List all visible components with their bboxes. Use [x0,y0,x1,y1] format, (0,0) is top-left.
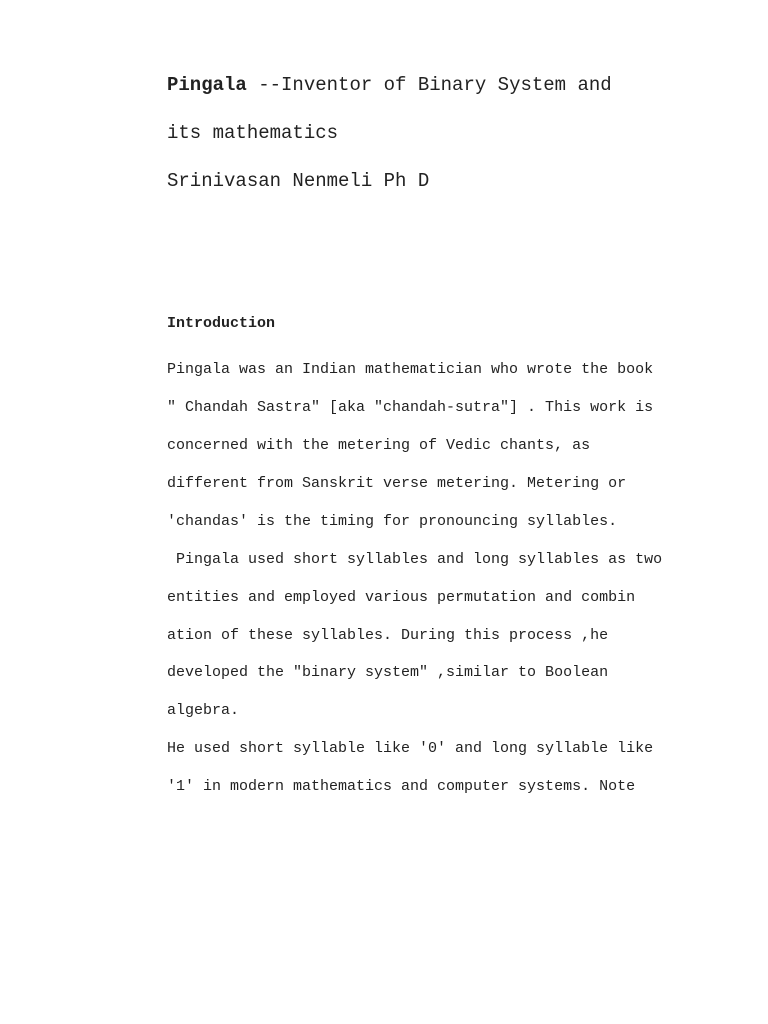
body-line: entities and employed various permutation and combin [167,589,636,606]
title-line-2: its mathematics [167,122,339,144]
body-line: Pingala was an Indian mathematician who wrote the book [167,361,654,378]
body-line: Pingala used short syllables and long syllables as two [167,551,663,568]
body-line: algebra. [167,702,240,719]
section-heading: Introduction [167,315,276,332]
body-line: concerned with the metering of Vedic chants, as [167,437,591,454]
title-bold-word: Pingala [167,74,247,96]
body-line: different from Sanskrit verse metering. Metering or [167,475,627,492]
author-line: Srinivasan Nenmeli Ph D [167,170,430,192]
body-line: ation of these syllables. During this process ,he [167,627,609,644]
body-line: '1' in modern mathematics and computer systems. Note [167,778,636,795]
body-line: He used short syllable like '0' and long syllable like [167,740,654,757]
title-line-1 [167,73,612,97]
body-line: " Chandah Sastra" [aka "chandah-sutra"] . This work is [167,399,654,416]
body-line: developed the "binary system" ,similar to Boolean [167,664,609,681]
body-line: 'chandas' is the timing for pronouncing syllables. [167,513,618,530]
title-line-1-rest: --Inventor of Binary System and [246,74,612,96]
